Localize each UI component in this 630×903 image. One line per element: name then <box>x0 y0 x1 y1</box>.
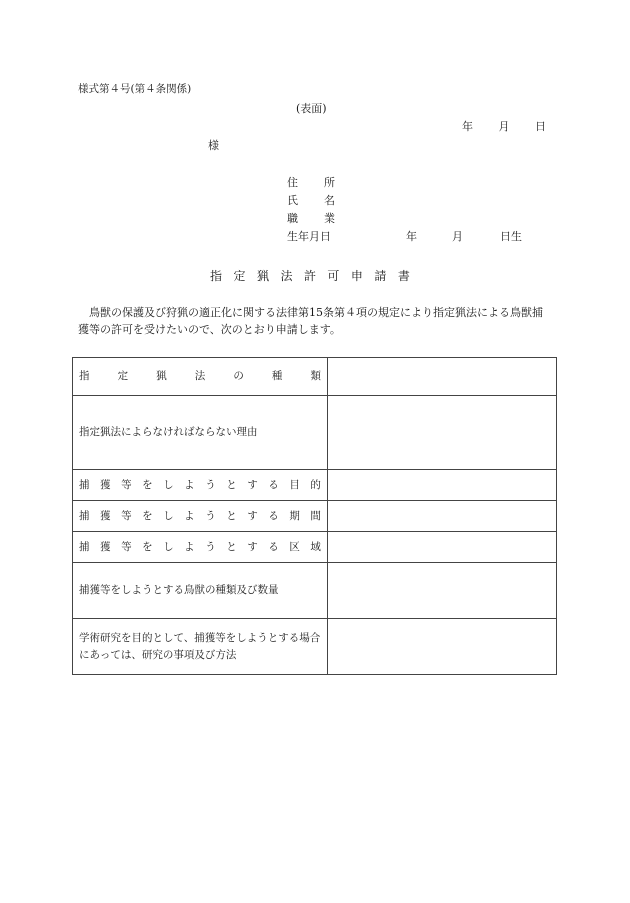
label-char: 指 <box>79 370 90 383</box>
label-char: し <box>163 540 174 553</box>
label-char: う <box>205 509 216 522</box>
label-char: う <box>205 478 216 491</box>
date-line <box>462 121 546 132</box>
table-row <box>73 563 557 619</box>
addressee-honorific: 様 <box>208 139 219 152</box>
label-char: る <box>268 540 279 553</box>
table-row <box>73 501 557 532</box>
intro-paragraph: 鳥獣の保護及び狩猟の適正化に関する法律第15条第４項の規定により指定猟法による鳥獣捕獲等の許可を受けたいので、次のとおり申請します。 <box>78 306 543 336</box>
label-char: 捕 <box>79 540 90 553</box>
label-char: し <box>163 509 174 522</box>
spread-label <box>79 480 321 491</box>
name-label: 氏 名 <box>287 194 335 207</box>
label-char: 等 <box>121 540 132 553</box>
label-char: よ <box>184 478 195 491</box>
label-char: 類 <box>310 370 321 383</box>
row-label <box>73 358 328 396</box>
label-char: 等 <box>121 478 132 491</box>
row-label <box>73 470 328 501</box>
spread-label <box>79 542 321 553</box>
label-char: 捕 <box>79 509 90 522</box>
label-char: よ <box>184 509 195 522</box>
table-row <box>73 358 557 396</box>
label-char: す <box>247 478 258 491</box>
label-char: を <box>142 540 153 553</box>
label-char: 猟 <box>156 370 167 383</box>
value-cell[interactable] <box>328 470 557 501</box>
value-cell[interactable] <box>328 396 557 470</box>
date-year-label: 年 <box>462 120 473 133</box>
label-char: 等 <box>121 509 132 522</box>
spread-label <box>79 371 321 382</box>
label-char: よ <box>184 540 195 553</box>
label-char: 期 <box>289 509 300 522</box>
date-month-label: 月 <box>498 120 510 133</box>
value-cell[interactable] <box>328 501 557 532</box>
label-char: を <box>142 478 153 491</box>
label-char: 区 <box>289 540 300 553</box>
label-char: 種 <box>271 370 283 383</box>
label-char: を <box>142 509 153 522</box>
value-cell[interactable] <box>328 619 557 675</box>
label-char: 法 <box>194 370 206 383</box>
label-text: 学術研究を目的として、捕獲等をしようとする場合にあっては、研究の事項及び方法 <box>79 631 321 661</box>
birth-day-label: 日生 <box>500 230 522 243</box>
label-char: し <box>163 478 174 491</box>
table-row <box>73 532 557 563</box>
label-char: と <box>226 540 237 553</box>
label-char: 域 <box>310 540 321 553</box>
side-label: (表面) <box>296 102 327 115</box>
label-char: 目 <box>289 478 300 491</box>
label-text: 捕獲等をしようとする鳥獣の種類及び数量 <box>79 584 279 597</box>
row-label <box>73 563 328 619</box>
table-row <box>73 619 557 675</box>
value-cell[interactable] <box>328 563 557 619</box>
label-char: す <box>247 540 258 553</box>
address-label: 住 所 <box>287 176 335 189</box>
form-title: 指 定 猟 法 許 可 申 請 書 <box>210 269 410 283</box>
label-char: う <box>205 540 216 553</box>
row-label <box>73 396 328 470</box>
label-char: の <box>233 370 244 383</box>
row-label <box>73 619 328 675</box>
label-char: 定 <box>117 370 129 383</box>
label-text: 指定猟法によらなければならない理由 <box>79 426 258 439</box>
birth-year-label: 年 <box>406 230 417 243</box>
label-char: 獲 <box>100 509 111 522</box>
label-char: と <box>226 509 237 522</box>
application-table <box>72 357 557 675</box>
occupation-label: 職 業 <box>287 212 335 225</box>
row-label <box>73 532 328 563</box>
form-number: 様式第４号(第４条関係) <box>78 83 192 95</box>
label-char: る <box>268 509 279 522</box>
label-char: る <box>268 478 279 491</box>
label-char: と <box>226 478 237 491</box>
value-cell[interactable] <box>328 358 557 396</box>
label-char: 的 <box>310 478 321 491</box>
birthdate-label: 生年月日 <box>287 230 331 243</box>
table-row <box>73 396 557 470</box>
label-char: す <box>247 509 258 522</box>
birthdate-row <box>287 231 523 247</box>
label-char: 獲 <box>100 540 111 553</box>
label-char: 獲 <box>100 478 111 491</box>
table-row <box>73 470 557 501</box>
birth-month-label: 月 <box>452 230 463 243</box>
date-day-label: 日 <box>535 120 546 133</box>
spread-label <box>79 511 321 522</box>
label-char: 間 <box>310 509 321 522</box>
label-char: 捕 <box>79 478 90 491</box>
value-cell[interactable] <box>328 532 557 563</box>
row-label <box>73 501 328 532</box>
